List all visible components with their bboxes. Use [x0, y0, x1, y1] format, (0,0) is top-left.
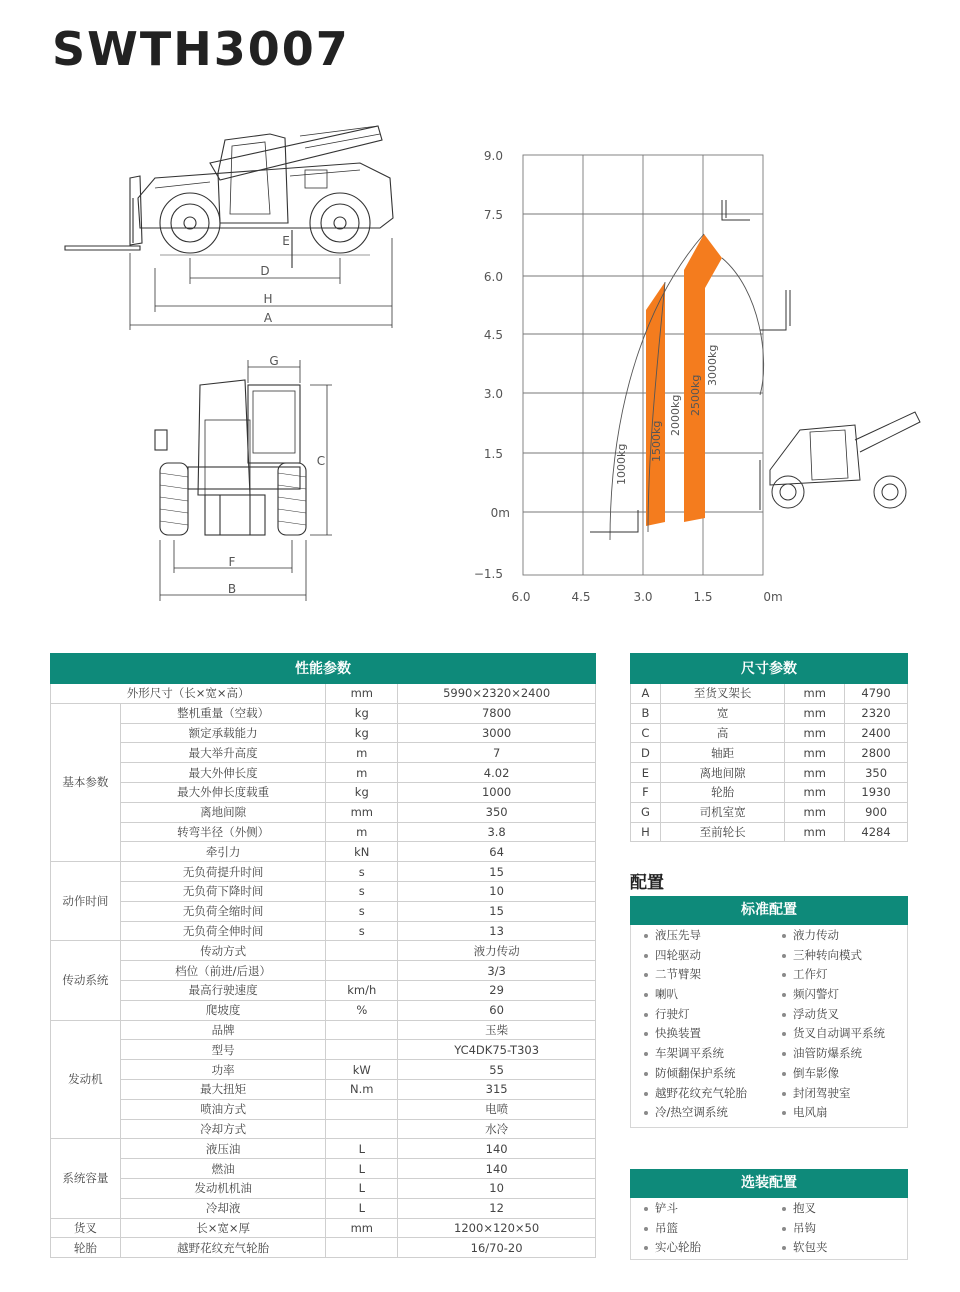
dim-code: G [631, 802, 661, 822]
load-chart [460, 140, 930, 610]
dim-unit: mm [785, 802, 845, 822]
row-name: 转弯半径（外侧） [120, 822, 326, 842]
row-value: 140 [398, 1139, 596, 1159]
table-row [631, 743, 908, 763]
load-label-1500: 1500kg [650, 420, 663, 462]
y-tick: 7.5 [483, 208, 503, 222]
page-title: SWTH3007 [52, 22, 350, 76]
config-item: 冷/热空调系统 [631, 1103, 769, 1123]
x-tick: 1.5 [693, 590, 713, 604]
x-tick: 4.5 [571, 590, 591, 604]
config-item: 抱叉 [769, 1199, 907, 1219]
row-value: 15 [398, 901, 596, 921]
dim-value: 4790 [845, 684, 908, 704]
config-item: 软包夹 [769, 1238, 907, 1258]
row-name: 无负荷下降时间 [120, 881, 326, 901]
dim-unit: mm [785, 782, 845, 802]
config-row [631, 1199, 907, 1219]
group-name: 动作时间 [51, 862, 121, 941]
table-row [631, 723, 908, 743]
group-name: 传动系统 [51, 941, 121, 1020]
table-row [51, 723, 596, 743]
dim-value: 350 [845, 763, 908, 783]
table-row [51, 743, 596, 763]
row-unit: L [326, 1178, 398, 1198]
dim-name: 至货叉架长 [660, 684, 784, 704]
row-name: 离地间隙 [120, 802, 326, 822]
config-item: 快换装置 [631, 1024, 769, 1044]
config-row [631, 1024, 907, 1044]
row-name: 功率 [120, 1060, 326, 1080]
y-tick: 3.0 [483, 387, 503, 401]
table-row [631, 763, 908, 783]
y-tick: −1.5 [473, 567, 503, 581]
table-row [51, 684, 596, 704]
front-label-c: C [316, 454, 326, 468]
row-value: 4.02 [398, 763, 596, 783]
table-row [51, 1218, 596, 1238]
config-item: 倒车影像 [769, 1064, 907, 1084]
row-unit [326, 1238, 398, 1258]
row-unit: s [326, 881, 398, 901]
row-name: 外形尺寸（长×宽×高） [51, 684, 326, 704]
config-row [631, 1005, 907, 1025]
dim-value: 1930 [845, 782, 908, 802]
dim-code: C [631, 723, 661, 743]
group-name: 货叉 [51, 1218, 121, 1238]
row-unit: s [326, 921, 398, 941]
y-tick: 1.5 [483, 447, 503, 461]
row-name: 无负荷全缩时间 [120, 901, 326, 921]
dim-code: B [631, 703, 661, 723]
row-name: 额定承载能力 [120, 723, 326, 743]
row-value: 10 [398, 881, 596, 901]
config-row [631, 1044, 907, 1064]
row-name: 品牌 [120, 1020, 326, 1040]
row-value: 3000 [398, 723, 596, 743]
y-tick: 9.0 [483, 149, 503, 163]
table-row [51, 881, 596, 901]
dim-unit: mm [785, 703, 845, 723]
row-unit: L [326, 1139, 398, 1159]
row-value: 10 [398, 1178, 596, 1198]
row-unit: N.m [326, 1079, 398, 1099]
config-item: 频闪警灯 [769, 985, 907, 1005]
standard-config-list [630, 925, 908, 1128]
table-row [51, 1099, 596, 1119]
load-label-2500: 2500kg [689, 374, 702, 416]
table-row [51, 703, 596, 723]
row-unit [326, 1040, 398, 1060]
config-item: 三种转向模式 [769, 946, 907, 966]
table-row [51, 1020, 596, 1040]
dim-value: 2400 [845, 723, 908, 743]
row-unit: kg [326, 703, 398, 723]
table-row [51, 1159, 596, 1179]
side-label-h: H [263, 292, 273, 306]
config-item: 吊篮 [631, 1219, 769, 1239]
dim-unit: mm [785, 684, 845, 704]
table-row [51, 1079, 596, 1099]
row-name: 整机重量（空载） [120, 703, 326, 723]
row-name: 最大扭矩 [120, 1079, 326, 1099]
y-tick: 0m [490, 506, 510, 520]
config-row [631, 1103, 907, 1123]
row-unit [326, 1020, 398, 1040]
row-unit: L [326, 1159, 398, 1179]
config-row [631, 946, 907, 966]
row-value: 15 [398, 862, 596, 882]
row-value: 12 [398, 1198, 596, 1218]
config-row [631, 965, 907, 985]
side-label-e: E [282, 234, 290, 248]
row-value: 玉柴 [398, 1020, 596, 1040]
row-name: 最大外伸长度载重 [120, 782, 326, 802]
config-item: 浮动货叉 [769, 1005, 907, 1025]
table-row [631, 822, 908, 842]
row-unit: mm [326, 802, 398, 822]
table-row [51, 842, 596, 862]
front-label-b: B [227, 582, 237, 596]
dim-unit: mm [785, 822, 845, 842]
row-unit [326, 961, 398, 981]
row-unit: km/h [326, 980, 398, 1000]
row-unit: m [326, 743, 398, 763]
side-view-drawing [60, 118, 405, 333]
table-row [51, 1238, 596, 1258]
table-row [51, 1000, 596, 1020]
row-value: 1200×120×50 [398, 1218, 596, 1238]
side-label-d: D [260, 264, 270, 278]
row-name: 越野花纹充气轮胎 [120, 1238, 326, 1258]
config-row [631, 1064, 907, 1084]
row-value: 3/3 [398, 961, 596, 981]
row-unit [326, 1099, 398, 1119]
dim-name: 司机室宽 [660, 802, 784, 822]
table-row [631, 802, 908, 822]
row-value: 315 [398, 1079, 596, 1099]
row-value: 液力传动 [398, 941, 596, 961]
row-value: 55 [398, 1060, 596, 1080]
row-value: 7800 [398, 703, 596, 723]
group-name: 轮胎 [51, 1238, 121, 1258]
load-label-3000: 3000kg [706, 344, 719, 386]
config-row [631, 926, 907, 946]
performance-header: 性能参数 [51, 654, 596, 684]
table-row [51, 1198, 596, 1218]
table-row [51, 1139, 596, 1159]
y-tick: 6.0 [483, 270, 503, 284]
table-row [631, 782, 908, 802]
config-item: 油管防爆系统 [769, 1044, 907, 1064]
config-item: 电风扇 [769, 1103, 907, 1123]
row-name: 最大外伸长度 [120, 763, 326, 783]
row-value: 64 [398, 842, 596, 862]
row-unit [326, 1119, 398, 1139]
dim-code: E [631, 763, 661, 783]
dim-code: F [631, 782, 661, 802]
config-item: 实心轮胎 [631, 1238, 769, 1258]
dim-unit: mm [785, 743, 845, 763]
dim-name: 高 [660, 723, 784, 743]
row-unit: % [326, 1000, 398, 1020]
row-name: 牵引力 [120, 842, 326, 862]
row-unit: m [326, 822, 398, 842]
row-value: 13 [398, 921, 596, 941]
front-label-f: F [228, 555, 236, 569]
dim-unit: mm [785, 723, 845, 743]
row-unit: kg [326, 723, 398, 743]
row-value: 350 [398, 802, 596, 822]
row-value: 16/70-20 [398, 1238, 596, 1258]
table-row [51, 961, 596, 981]
x-tick: 0m [763, 590, 783, 604]
row-name: 爬坡度 [120, 1000, 326, 1020]
table-row [51, 901, 596, 921]
performance-table [50, 653, 596, 1258]
config-item: 行驶灯 [631, 1005, 769, 1025]
row-unit [326, 941, 398, 961]
dim-name: 宽 [660, 703, 784, 723]
config-row [631, 1238, 907, 1258]
standard-config-header: 标准配置 [630, 896, 908, 925]
config-row [631, 1084, 907, 1104]
table-row [51, 782, 596, 802]
row-name: 燃油 [120, 1159, 326, 1179]
group-name: 发动机 [51, 1020, 121, 1139]
row-name: 传动方式 [120, 941, 326, 961]
row-unit: m [326, 763, 398, 783]
y-tick: 4.5 [483, 328, 503, 342]
config-item: 液压先导 [631, 926, 769, 946]
row-value: 水冷 [398, 1119, 596, 1139]
row-name: 无负荷全伸时间 [120, 921, 326, 941]
x-tick: 3.0 [633, 590, 653, 604]
config-item: 工作灯 [769, 965, 907, 985]
optional-config-header: 选装配置 [630, 1169, 908, 1198]
table-row [51, 1119, 596, 1139]
row-unit: s [326, 862, 398, 882]
dim-value: 4284 [845, 822, 908, 842]
table-row [51, 802, 596, 822]
row-name: 最大举升高度 [120, 743, 326, 763]
config-item: 封闭驾驶室 [769, 1084, 907, 1104]
config-item: 铲斗 [631, 1199, 769, 1219]
row-value: YC4DK75-T303 [398, 1040, 596, 1060]
dim-name: 轴距 [660, 743, 784, 763]
table-row [51, 941, 596, 961]
row-name: 发动机机油 [120, 1178, 326, 1198]
table-row [631, 684, 908, 704]
config-item: 喇叭 [631, 985, 769, 1005]
row-value: 1000 [398, 782, 596, 802]
table-row [51, 1040, 596, 1060]
row-unit: kN [326, 842, 398, 862]
dim-value: 2320 [845, 703, 908, 723]
optional-config-list [630, 1198, 908, 1260]
table-row [51, 763, 596, 783]
config-item: 货叉自动调平系统 [769, 1024, 907, 1044]
config-row [631, 985, 907, 1005]
config-title: 配置 [630, 873, 664, 893]
load-label-2000: 2000kg [669, 394, 682, 436]
row-value: 5990×2320×2400 [398, 684, 596, 704]
row-name: 无负荷提升时间 [120, 862, 326, 882]
config-item: 防倾翻保护系统 [631, 1064, 769, 1084]
dim-value: 2800 [845, 743, 908, 763]
dim-code: D [631, 743, 661, 763]
config-item: 液力传动 [769, 926, 907, 946]
dimension-table [630, 653, 908, 842]
row-name: 最高行驶速度 [120, 980, 326, 1000]
x-tick: 6.0 [511, 590, 531, 604]
row-unit: kg [326, 782, 398, 802]
row-unit: s [326, 901, 398, 921]
row-value: 60 [398, 1000, 596, 1020]
row-name: 冷却方式 [120, 1119, 326, 1139]
front-view-drawing [150, 355, 340, 605]
row-name: 喷油方式 [120, 1099, 326, 1119]
config-item: 吊钩 [769, 1219, 907, 1239]
table-row [51, 980, 596, 1000]
row-value: 3.8 [398, 822, 596, 842]
group-name: 基本参数 [51, 703, 121, 861]
config-row [631, 1219, 907, 1239]
row-value: 电喷 [398, 1099, 596, 1119]
dim-code: A [631, 684, 661, 704]
dim-name: 离地间隙 [660, 763, 784, 783]
config-item: 车架调平系统 [631, 1044, 769, 1064]
load-label-1000: 1000kg [615, 443, 628, 485]
dimension-header: 尺寸参数 [631, 654, 908, 684]
config-item: 越野花纹充气轮胎 [631, 1084, 769, 1104]
dim-name: 至前轮长 [660, 822, 784, 842]
row-name: 档位（前进/后退） [120, 961, 326, 981]
row-name: 型号 [120, 1040, 326, 1060]
dim-value: 900 [845, 802, 908, 822]
table-row [51, 1060, 596, 1080]
table-row [51, 1178, 596, 1198]
table-row [51, 822, 596, 842]
row-value: 29 [398, 980, 596, 1000]
dim-code: H [631, 822, 661, 842]
group-name: 系统容量 [51, 1139, 121, 1218]
row-unit: L [326, 1198, 398, 1218]
config-item: 四轮驱动 [631, 946, 769, 966]
table-row [631, 703, 908, 723]
row-unit: kW [326, 1060, 398, 1080]
row-unit: mm [326, 684, 398, 704]
table-row [51, 921, 596, 941]
dim-name: 轮胎 [660, 782, 784, 802]
side-label-a: A [263, 311, 273, 325]
row-name: 液压油 [120, 1139, 326, 1159]
table-row [51, 862, 596, 882]
dim-unit: mm [785, 763, 845, 783]
row-name: 冷却液 [120, 1198, 326, 1218]
row-unit: mm [326, 1218, 398, 1238]
row-name: 长×宽×厚 [120, 1218, 326, 1238]
row-value: 7 [398, 743, 596, 763]
config-item: 二节臂架 [631, 965, 769, 985]
row-value: 140 [398, 1159, 596, 1179]
front-label-g: G [269, 355, 279, 368]
